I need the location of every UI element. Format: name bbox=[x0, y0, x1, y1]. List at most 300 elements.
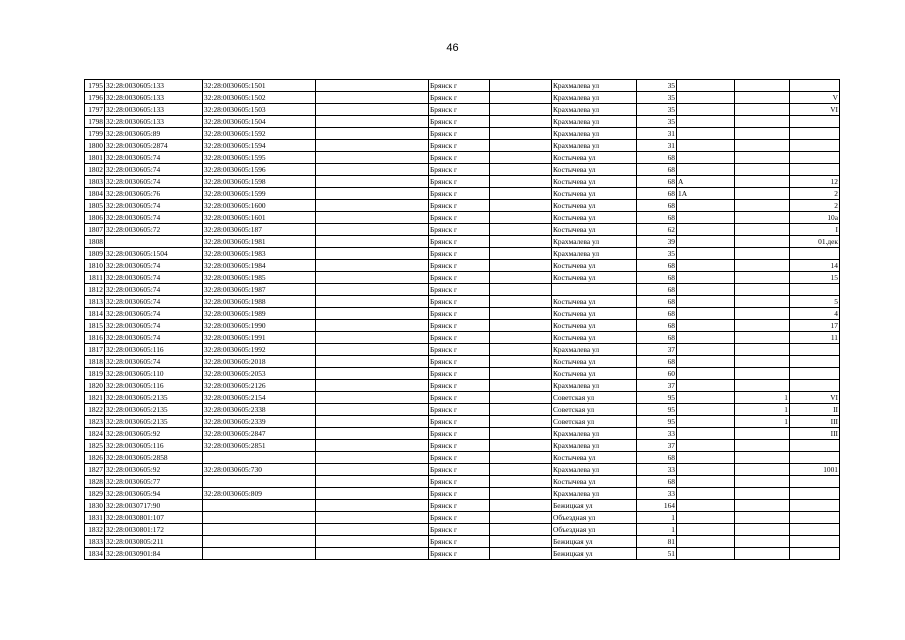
cell-district bbox=[490, 416, 552, 428]
cell-object-cadastral-number: 32:28:0030605:1503 bbox=[203, 104, 316, 116]
cell-parcel-cadastral-number: 32:28:0030605:74 bbox=[105, 296, 203, 308]
cell-parcel-cadastral-number: 32:28:0030605:116 bbox=[105, 380, 203, 392]
cell-object-cadastral-number: 32:28:0030605:1990 bbox=[203, 320, 316, 332]
table-row bbox=[85, 320, 840, 332]
cell-house-number: 35 bbox=[637, 104, 677, 116]
cell-apartment: I bbox=[790, 224, 840, 236]
cell-house-number: 68 bbox=[637, 284, 677, 296]
cell-district bbox=[490, 404, 552, 416]
cell-district bbox=[490, 260, 552, 272]
cell-letter bbox=[677, 440, 735, 452]
cell-row-number: 1814 bbox=[85, 308, 105, 320]
cell-street: Костычева ул bbox=[552, 332, 637, 344]
cell-street: Костычева ул bbox=[552, 188, 637, 200]
cell-district bbox=[490, 332, 552, 344]
cell-letter bbox=[677, 200, 735, 212]
cell-row-number: 1831 bbox=[85, 512, 105, 524]
cell-letter bbox=[677, 104, 735, 116]
cell-parcel-cadastral-number: 32:28:0030605:74 bbox=[105, 332, 203, 344]
cell-parcel-cadastral-number: 32:28:0030605:2135 bbox=[105, 416, 203, 428]
cell-building bbox=[735, 272, 790, 284]
cell-district bbox=[490, 548, 552, 560]
cell-district bbox=[490, 536, 552, 548]
cell-apartment: III bbox=[790, 428, 840, 440]
cell-house-number: 95 bbox=[637, 404, 677, 416]
cell-apartment bbox=[790, 548, 840, 560]
cell-district bbox=[490, 488, 552, 500]
cell-apartment: II bbox=[790, 404, 840, 416]
table-row bbox=[85, 152, 840, 164]
table-row bbox=[85, 392, 840, 404]
cell-house-number: 1 bbox=[637, 512, 677, 524]
table-row bbox=[85, 380, 840, 392]
cell-row-number: 1811 bbox=[85, 272, 105, 284]
cell-district bbox=[490, 512, 552, 524]
cell-row-number: 1823 bbox=[85, 416, 105, 428]
cell-letter bbox=[677, 512, 735, 524]
cell-building bbox=[735, 464, 790, 476]
cell-building bbox=[735, 356, 790, 368]
cell-extra-number bbox=[316, 152, 429, 164]
cell-house-number: 31 bbox=[637, 128, 677, 140]
cell-row-number: 1822 bbox=[85, 404, 105, 416]
cell-extra-number bbox=[316, 404, 429, 416]
cell-district bbox=[490, 236, 552, 248]
cell-parcel-cadastral-number: 32:28:0030605:92 bbox=[105, 464, 203, 476]
cell-building bbox=[735, 380, 790, 392]
cell-street: Костычева ул bbox=[552, 296, 637, 308]
cell-extra-number bbox=[316, 224, 429, 236]
cell-letter bbox=[677, 488, 735, 500]
cell-district bbox=[490, 248, 552, 260]
cell-city: Брянск г bbox=[429, 212, 490, 224]
cell-building bbox=[735, 320, 790, 332]
cell-extra-number bbox=[316, 80, 429, 92]
cell-street: Крахмалева ул bbox=[552, 92, 637, 104]
cell-building bbox=[735, 92, 790, 104]
cell-parcel-cadastral-number: 32:28:0030605:1504 bbox=[105, 248, 203, 260]
cell-building bbox=[735, 80, 790, 92]
cell-house-number: 68 bbox=[637, 320, 677, 332]
cell-apartment bbox=[790, 128, 840, 140]
cell-city: Брянск г bbox=[429, 140, 490, 152]
cell-city: Брянск г bbox=[429, 224, 490, 236]
table-row bbox=[85, 176, 840, 188]
cell-apartment: VI bbox=[790, 392, 840, 404]
cell-city: Брянск г bbox=[429, 152, 490, 164]
table-row bbox=[85, 452, 840, 464]
cell-parcel-cadastral-number: 32:28:0030605:77 bbox=[105, 476, 203, 488]
cell-parcel-cadastral-number: 32:28:0030605:89 bbox=[105, 128, 203, 140]
cell-extra-number bbox=[316, 464, 429, 476]
cell-district bbox=[490, 176, 552, 188]
table-row bbox=[85, 488, 840, 500]
cell-district bbox=[490, 308, 552, 320]
cell-letter bbox=[677, 392, 735, 404]
cell-building: 1 bbox=[735, 416, 790, 428]
cell-building bbox=[735, 284, 790, 296]
cell-house-number: 95 bbox=[637, 416, 677, 428]
cell-letter: 1А bbox=[677, 188, 735, 200]
cell-district bbox=[490, 284, 552, 296]
table-row bbox=[85, 188, 840, 200]
cell-street: Костычева ул bbox=[552, 356, 637, 368]
cell-object-cadastral-number: 32:28:0030605:1601 bbox=[203, 212, 316, 224]
cell-apartment bbox=[790, 80, 840, 92]
cell-letter: А bbox=[677, 176, 735, 188]
cell-object-cadastral-number bbox=[203, 512, 316, 524]
cell-letter bbox=[677, 164, 735, 176]
cell-apartment bbox=[790, 476, 840, 488]
cell-parcel-cadastral-number: 32:28:0030605:74 bbox=[105, 260, 203, 272]
cell-letter bbox=[677, 548, 735, 560]
cell-house-number: 39 bbox=[637, 236, 677, 248]
cell-letter bbox=[677, 92, 735, 104]
cell-apartment bbox=[790, 440, 840, 452]
cell-parcel-cadastral-number: 32:28:0030605:133 bbox=[105, 92, 203, 104]
cell-building bbox=[735, 116, 790, 128]
cell-parcel-cadastral-number: 32:28:0030605:133 bbox=[105, 116, 203, 128]
table-body bbox=[85, 80, 840, 560]
cell-city: Брянск г bbox=[429, 200, 490, 212]
table-row bbox=[85, 548, 840, 560]
cell-street: Костычева ул bbox=[552, 476, 637, 488]
table-row bbox=[85, 248, 840, 260]
cell-apartment: 15 bbox=[790, 272, 840, 284]
cell-object-cadastral-number: 32:28:0030605:1989 bbox=[203, 308, 316, 320]
cell-extra-number bbox=[316, 272, 429, 284]
cell-apartment: V bbox=[790, 92, 840, 104]
registry-table bbox=[84, 79, 840, 560]
cell-house-number: 33 bbox=[637, 428, 677, 440]
cell-building bbox=[735, 332, 790, 344]
cell-house-number: 68 bbox=[637, 296, 677, 308]
cell-house-number: 164 bbox=[637, 500, 677, 512]
cell-extra-number bbox=[316, 260, 429, 272]
cell-district bbox=[490, 452, 552, 464]
cell-extra-number bbox=[316, 128, 429, 140]
cell-building bbox=[735, 260, 790, 272]
cell-parcel-cadastral-number: 32:28:0030801:107 bbox=[105, 512, 203, 524]
cell-city: Брянск г bbox=[429, 92, 490, 104]
cell-object-cadastral-number: 32:28:0030605:2338 bbox=[203, 404, 316, 416]
cell-row-number: 1832 bbox=[85, 524, 105, 536]
cell-building bbox=[735, 500, 790, 512]
cell-row-number: 1830 bbox=[85, 500, 105, 512]
cell-object-cadastral-number: 32:28:0030605:1985 bbox=[203, 272, 316, 284]
cell-object-cadastral-number: 32:28:0030605:1984 bbox=[203, 260, 316, 272]
cell-apartment bbox=[790, 344, 840, 356]
cell-extra-number bbox=[316, 356, 429, 368]
cell-street: Костычева ул bbox=[552, 176, 637, 188]
cell-parcel-cadastral-number: 32:28:0030605:74 bbox=[105, 152, 203, 164]
cell-city: Брянск г bbox=[429, 332, 490, 344]
cell-district bbox=[490, 344, 552, 356]
cell-district bbox=[490, 428, 552, 440]
cell-row-number: 1798 bbox=[85, 116, 105, 128]
cell-apartment bbox=[790, 452, 840, 464]
cell-district bbox=[490, 128, 552, 140]
cell-object-cadastral-number: 32:28:0030605:1981 bbox=[203, 236, 316, 248]
cell-house-number: 35 bbox=[637, 116, 677, 128]
cell-parcel-cadastral-number: 32:28:0030605:133 bbox=[105, 80, 203, 92]
cell-street: Крахмалева ул bbox=[552, 488, 637, 500]
cell-apartment bbox=[790, 368, 840, 380]
cell-city: Брянск г bbox=[429, 164, 490, 176]
cell-city: Брянск г bbox=[429, 308, 490, 320]
cell-row-number: 1808 bbox=[85, 236, 105, 248]
cell-extra-number bbox=[316, 344, 429, 356]
cell-parcel-cadastral-number: 32:28:0030605:74 bbox=[105, 200, 203, 212]
cell-district bbox=[490, 296, 552, 308]
cell-street: Советская ул bbox=[552, 404, 637, 416]
cell-building bbox=[735, 200, 790, 212]
cell-parcel-cadastral-number: 32:28:0030605:74 bbox=[105, 308, 203, 320]
cell-row-number: 1799 bbox=[85, 128, 105, 140]
cell-letter bbox=[677, 248, 735, 260]
cell-house-number: 68 bbox=[637, 476, 677, 488]
cell-parcel-cadastral-number: 32:28:0030605:116 bbox=[105, 344, 203, 356]
cell-extra-number bbox=[316, 104, 429, 116]
cell-object-cadastral-number bbox=[203, 548, 316, 560]
cell-city: Брянск г bbox=[429, 368, 490, 380]
cell-row-number: 1810 bbox=[85, 260, 105, 272]
cell-object-cadastral-number: 32:28:0030605:2847 bbox=[203, 428, 316, 440]
cell-object-cadastral-number: 32:28:0030605:1501 bbox=[203, 80, 316, 92]
cell-street: Бежицкая ул bbox=[552, 536, 637, 548]
cell-house-number: 68 bbox=[637, 212, 677, 224]
cell-city: Брянск г bbox=[429, 248, 490, 260]
cell-letter bbox=[677, 332, 735, 344]
cell-apartment bbox=[790, 140, 840, 152]
cell-extra-number bbox=[316, 452, 429, 464]
cell-apartment: 11 bbox=[790, 332, 840, 344]
cell-street: Бежицкая ул bbox=[552, 548, 637, 560]
cell-building bbox=[735, 104, 790, 116]
cell-object-cadastral-number bbox=[203, 524, 316, 536]
cell-building bbox=[735, 212, 790, 224]
cell-city: Брянск г bbox=[429, 260, 490, 272]
table-row bbox=[85, 164, 840, 176]
cell-house-number: 1 bbox=[637, 524, 677, 536]
cell-parcel-cadastral-number: 32:28:0030605:72 bbox=[105, 224, 203, 236]
cell-house-number: 51 bbox=[637, 548, 677, 560]
cell-district bbox=[490, 476, 552, 488]
cell-house-number: 35 bbox=[637, 92, 677, 104]
cell-house-number: 31 bbox=[637, 140, 677, 152]
cell-district bbox=[490, 440, 552, 452]
table-row bbox=[85, 116, 840, 128]
cell-extra-number bbox=[316, 236, 429, 248]
table-row bbox=[85, 524, 840, 536]
table-row bbox=[85, 296, 840, 308]
cell-row-number: 1804 bbox=[85, 188, 105, 200]
cell-street: Советская ул bbox=[552, 416, 637, 428]
cell-parcel-cadastral-number: 32:28:0030605:92 bbox=[105, 428, 203, 440]
cell-parcel-cadastral-number: 32:28:0030605:74 bbox=[105, 176, 203, 188]
cell-house-number: 33 bbox=[637, 488, 677, 500]
cell-apartment: 5 bbox=[790, 296, 840, 308]
table-row bbox=[85, 224, 840, 236]
cell-letter bbox=[677, 500, 735, 512]
cell-city: Брянск г bbox=[429, 176, 490, 188]
cell-city: Брянск г bbox=[429, 404, 490, 416]
cell-extra-number bbox=[316, 392, 429, 404]
cell-extra-number bbox=[316, 428, 429, 440]
table-row bbox=[85, 200, 840, 212]
cell-apartment: 2 bbox=[790, 188, 840, 200]
cell-object-cadastral-number: 32:28:0030605:2154 bbox=[203, 392, 316, 404]
cell-letter bbox=[677, 212, 735, 224]
cell-building bbox=[735, 236, 790, 248]
table-row bbox=[85, 140, 840, 152]
cell-parcel-cadastral-number: 32:28:0030605:76 bbox=[105, 188, 203, 200]
cell-house-number: 35 bbox=[637, 80, 677, 92]
cell-row-number: 1802 bbox=[85, 164, 105, 176]
cell-extra-number bbox=[316, 116, 429, 128]
table-row bbox=[85, 428, 840, 440]
cell-object-cadastral-number: 32:28:0030605:1992 bbox=[203, 344, 316, 356]
table-row bbox=[85, 344, 840, 356]
cell-building bbox=[735, 188, 790, 200]
table-row bbox=[85, 80, 840, 92]
cell-city: Брянск г bbox=[429, 464, 490, 476]
cell-building bbox=[735, 536, 790, 548]
cell-parcel-cadastral-number: 32:28:0030801:172 bbox=[105, 524, 203, 536]
cell-apartment: III bbox=[790, 416, 840, 428]
cell-extra-number bbox=[316, 380, 429, 392]
cell-apartment: 01.дек bbox=[790, 236, 840, 248]
cell-street: Костычева ул bbox=[552, 152, 637, 164]
cell-letter bbox=[677, 272, 735, 284]
cell-street: Костычева ул bbox=[552, 368, 637, 380]
cell-row-number: 1827 bbox=[85, 464, 105, 476]
cell-row-number: 1824 bbox=[85, 428, 105, 440]
cell-apartment bbox=[790, 500, 840, 512]
cell-parcel-cadastral-number: 32:28:0030605:2874 bbox=[105, 140, 203, 152]
cell-letter bbox=[677, 356, 735, 368]
cell-letter bbox=[677, 452, 735, 464]
cell-row-number: 1834 bbox=[85, 548, 105, 560]
cell-object-cadastral-number: 32:28:0030605:2126 bbox=[203, 380, 316, 392]
cell-city: Брянск г bbox=[429, 344, 490, 356]
cell-building bbox=[735, 368, 790, 380]
table-row bbox=[85, 272, 840, 284]
cell-house-number: 81 bbox=[637, 536, 677, 548]
cell-row-number: 1813 bbox=[85, 296, 105, 308]
cell-object-cadastral-number: 32:28:0030605:1600 bbox=[203, 200, 316, 212]
cell-house-number: 33 bbox=[637, 464, 677, 476]
cell-city: Брянск г bbox=[429, 488, 490, 500]
cell-city: Брянск г bbox=[429, 116, 490, 128]
cell-building bbox=[735, 428, 790, 440]
cell-letter bbox=[677, 476, 735, 488]
cell-district bbox=[490, 524, 552, 536]
cell-building bbox=[735, 308, 790, 320]
cell-apartment: 1001 bbox=[790, 464, 840, 476]
cell-parcel-cadastral-number: 32:28:0030605:74 bbox=[105, 320, 203, 332]
cell-district bbox=[490, 104, 552, 116]
cell-extra-number bbox=[316, 488, 429, 500]
cell-object-cadastral-number: 32:28:0030605:730 bbox=[203, 464, 316, 476]
cell-extra-number bbox=[316, 536, 429, 548]
cell-building bbox=[735, 248, 790, 260]
cell-object-cadastral-number: 32:28:0030605:809 bbox=[203, 488, 316, 500]
table-row bbox=[85, 356, 840, 368]
cell-object-cadastral-number: 32:28:0030605:2851 bbox=[203, 440, 316, 452]
cell-object-cadastral-number: 32:28:0030605:1504 bbox=[203, 116, 316, 128]
cell-apartment: 17 bbox=[790, 320, 840, 332]
cell-house-number: 68 bbox=[637, 164, 677, 176]
cell-object-cadastral-number: 32:28:0030605:1592 bbox=[203, 128, 316, 140]
cell-apartment bbox=[790, 164, 840, 176]
cell-street: Крахмалева ул bbox=[552, 116, 637, 128]
cell-extra-number bbox=[316, 308, 429, 320]
cell-object-cadastral-number: 32:28:0030605:1595 bbox=[203, 152, 316, 164]
cell-extra-number bbox=[316, 164, 429, 176]
cell-letter bbox=[677, 536, 735, 548]
cell-district bbox=[490, 272, 552, 284]
cell-street: Костычева ул bbox=[552, 272, 637, 284]
cell-extra-number bbox=[316, 248, 429, 260]
cell-object-cadastral-number: 32:28:0030605:1599 bbox=[203, 188, 316, 200]
cell-extra-number bbox=[316, 188, 429, 200]
cell-letter bbox=[677, 128, 735, 140]
cell-building bbox=[735, 296, 790, 308]
cell-row-number: 1815 bbox=[85, 320, 105, 332]
table-row bbox=[85, 128, 840, 140]
cell-city: Брянск г bbox=[429, 548, 490, 560]
cell-city: Брянск г bbox=[429, 440, 490, 452]
cell-house-number: 37 bbox=[637, 440, 677, 452]
cell-city: Брянск г bbox=[429, 452, 490, 464]
cell-city: Брянск г bbox=[429, 512, 490, 524]
cell-extra-number bbox=[316, 320, 429, 332]
cell-street: Крахмалева ул bbox=[552, 428, 637, 440]
cell-house-number: 68 bbox=[637, 152, 677, 164]
cell-building bbox=[735, 128, 790, 140]
cell-extra-number bbox=[316, 416, 429, 428]
cell-apartment bbox=[790, 524, 840, 536]
cell-parcel-cadastral-number: 32:28:0030605:2858 bbox=[105, 452, 203, 464]
cell-apartment: 10а bbox=[790, 212, 840, 224]
cell-object-cadastral-number: 32:28:0030605:2053 bbox=[203, 368, 316, 380]
table-row bbox=[85, 500, 840, 512]
cell-row-number: 1801 bbox=[85, 152, 105, 164]
cell-apartment: 4 bbox=[790, 308, 840, 320]
cell-street: Крахмалева ул bbox=[552, 236, 637, 248]
cell-street: Костычева ул bbox=[552, 200, 637, 212]
cell-parcel-cadastral-number: 32:28:0030605:74 bbox=[105, 212, 203, 224]
cell-house-number: 68 bbox=[637, 188, 677, 200]
cell-house-number: 68 bbox=[637, 332, 677, 344]
cell-apartment bbox=[790, 380, 840, 392]
cell-city: Брянск г bbox=[429, 380, 490, 392]
cell-row-number: 1833 bbox=[85, 536, 105, 548]
cell-row-number: 1800 bbox=[85, 140, 105, 152]
cell-parcel-cadastral-number: 32:28:0030805:211 bbox=[105, 536, 203, 548]
cell-apartment: VI bbox=[790, 104, 840, 116]
cell-district bbox=[490, 392, 552, 404]
cell-row-number: 1806 bbox=[85, 212, 105, 224]
cell-building: 1 bbox=[735, 404, 790, 416]
table-row bbox=[85, 512, 840, 524]
cell-letter bbox=[677, 224, 735, 236]
cell-extra-number bbox=[316, 212, 429, 224]
cell-letter bbox=[677, 152, 735, 164]
cell-street: Костычева ул bbox=[552, 320, 637, 332]
cell-district bbox=[490, 464, 552, 476]
